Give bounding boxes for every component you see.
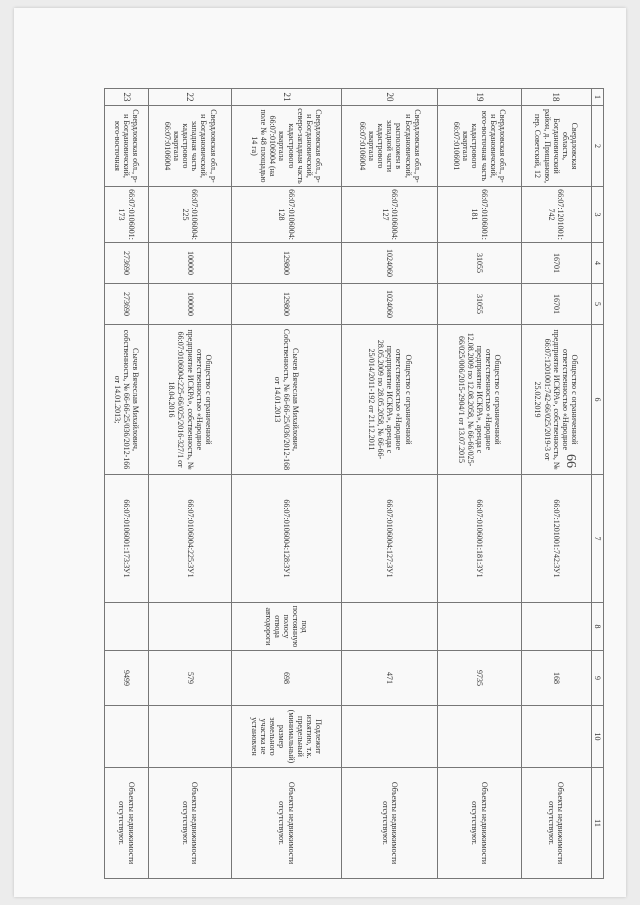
plot-area-cell: 9499 [105,651,149,706]
note-cell [438,706,521,768]
location-cell: Свердловская обл., р-н Богдановичский, северо-западная часть кадастрового квартала 66:07:0106004 (на поле № 48 площадью 14 га) [232,106,342,187]
column-header: 10 [591,706,603,768]
page-number: 66 [563,454,578,468]
note-cell [105,706,149,768]
table-header-row [591,89,603,879]
row-number: 20 [341,89,438,106]
land-plots-table [104,88,604,879]
note-cell: Подлежит изъятию, т.к. предельный (минимальный) размер земельного участка не установлен [232,706,342,768]
table-row [438,89,521,879]
location-cell: Свердловская обл., р-н Богдановичский, юго-восточная [105,106,149,187]
area-cell: 129800 [232,243,342,284]
area-cell: 1024060 [341,284,438,325]
area-cell: 100000 [148,284,231,325]
purpose-cell: под постоянную полосу отвода автодороги [232,603,342,651]
location-cell: Свердловская обл., р-н Богдановичский, юго-восточная часть кадастрового квартала 66:07:0106001 [438,106,521,187]
plot-number-cell: 66:07:0106004:128:ЗУ1 [232,475,342,603]
rotated-table-wrapper [104,88,604,878]
plot-number-cell: 66:07:0106004:225:ЗУ1 [148,475,231,603]
location-cell: Свердловская обл., р-н Богдановичский, западная часть кадастрового квартала 66:07:0106004 [148,106,231,187]
owner-rights-cell: Сычев Вячеслав Михайлович, Собственность, № 66-66-25/036/2012-168 от 14.01.2013 [232,325,342,475]
purpose-cell [521,603,591,651]
column-header: 4 [591,243,603,284]
purpose-cell [438,603,521,651]
table-row [521,89,591,879]
column-header: 9 [591,651,603,706]
area-cell: 100000 [148,243,231,284]
table-row [148,89,231,879]
owner-rights-cell: Общество с ограниченной ответственностью «Народное предприятие ИСКРА», аренда с 28.05.2009 по 28.05.2058, № 66-66-25/014/2011-192 от 21.12.2011 [341,325,438,475]
row-number: 23 [105,89,149,106]
plot-area-cell: 698 [232,651,342,706]
plot-number-cell: 66:07:0106001:173:ЗУ1 [105,475,149,603]
column-header: 2 [591,106,603,187]
area-cell: 31055 [438,284,521,325]
area-cell: 273690 [105,243,149,284]
objects-cell: Объекты недвижимости отсутствуют. [438,768,521,879]
area-cell: 16701 [521,243,591,284]
cadastral-number-cell: 66:07:0106004:127 [341,187,438,243]
column-header: 7 [591,475,603,603]
area-cell: 129800 [232,284,342,325]
purpose-cell [105,603,149,651]
area-cell: 1024060 [341,243,438,284]
plot-number-cell: 66:07:0106004:127:ЗУ1 [341,475,438,603]
plot-area-cell: 579 [148,651,231,706]
cadastral-number-cell: 66:07:0106004:225 [148,187,231,243]
plot-number-cell: 66:07:0106001:181:ЗУ1 [438,475,521,603]
objects-cell: Объекты недвижимости отсутствуют. [341,768,438,879]
cadastral-number-cell: 66:07:0106001:181 [438,187,521,243]
document-page [14,8,626,897]
column-header: 1 [591,89,603,106]
objects-cell: Объекты недвижимости отсутствуют. [232,768,342,879]
cadastral-number-cell: 66:07:1201001:742 [521,187,591,243]
plot-area-cell: 168 [521,651,591,706]
column-header: 8 [591,603,603,651]
cadastral-number-cell: 66:07:0106004:128 [232,187,342,243]
plot-number-cell: 66:07:1201001:742:ЗУ1 [521,475,591,603]
area-cell: 273690 [105,284,149,325]
column-header: 5 [591,284,603,325]
column-header: 11 [591,768,603,879]
purpose-cell [148,603,231,651]
row-number: 22 [148,89,231,106]
owner-rights-cell: Общество с ограниченной ответственностью «Народное предприятие ИСКРА», аренда с 12.08.2009 по 12.08.2058, № 66-66/025-66/025/006/2015-2904/1 от 13.07.2015 [438,325,521,475]
area-cell: 16701 [521,284,591,325]
row-number: 18 [521,89,591,106]
objects-cell: Объекты недвижимости отсутствуют. [148,768,231,879]
note-cell [521,706,591,768]
location-cell: Свердловская область, Богдановичский район, д. Прищаново, пер. Советский, 12 [521,106,591,187]
row-number: 19 [438,89,521,106]
column-header: 6 [591,325,603,475]
location-cell: Свердловская обл., р-н Богдановичский, расположен в западной части кадастрового квартала 66:07:0106004 [341,106,438,187]
owner-rights-cell: Сычев Вячеслав Михайлович, собственность, № 66-66-25/036/2012-166 от 14.01.2013; [105,325,149,475]
column-header: 3 [591,187,603,243]
purpose-cell [341,603,438,651]
objects-cell: Объекты недвижимости отсутствуют. [105,768,149,879]
area-cell: 31055 [438,243,521,284]
table-row [105,89,149,879]
plot-area-cell: 471 [341,651,438,706]
objects-cell: Объекты недвижимости отсутствуют. [521,768,591,879]
table-row [232,89,342,879]
note-cell [148,706,231,768]
plot-area-cell: 9735 [438,651,521,706]
owner-rights-cell: Общество с ограниченной ответственностью «Народное предприятие ИСКРА», собственность, № 66:07:1201001:742-66/025/2019-3 от 25.02.2019 [521,325,591,475]
row-number: 21 [232,89,342,106]
owner-rights-cell: Общество с ограниченной ответственностью «Народное предприятие ИСКРА», собственность, № 66:07:0106004:225-66/025/2016-327/1 от 18.04.2016 [148,325,231,475]
cadastral-number-cell: 66:07:0106001:173 [105,187,149,243]
table-row [341,89,438,879]
note-cell [341,706,438,768]
